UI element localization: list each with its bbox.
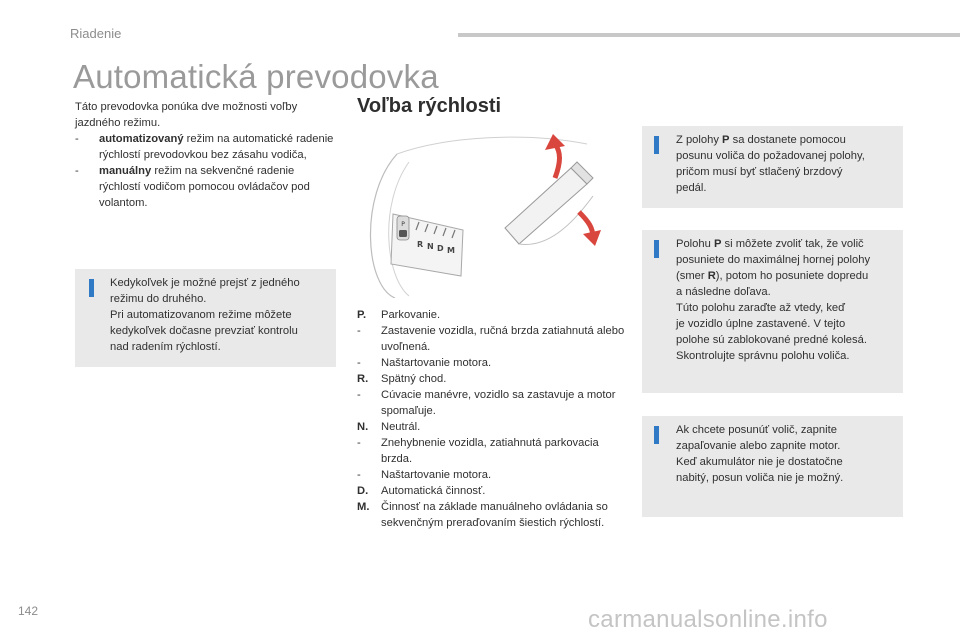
gate-letter-n: N [427,242,434,251]
definition-row [357,387,627,419]
intro-line: jazdného režimu. [75,117,161,129]
info-line: pedál. [676,182,707,194]
definition-text: Naštartovanie motora. [381,357,492,369]
definition-text: Znehybnenie vozidla, zatiahnutá parkovacia brzda. [381,437,599,465]
definition-text: Automatická činnosť. [381,485,486,497]
definition-row [357,371,627,387]
info-box [642,230,903,393]
info-icon [654,426,659,444]
info-icon [654,240,659,258]
dash: - [75,133,79,145]
section-subtitle: Voľba rýchlosti [357,95,502,117]
definition-key: N. [357,421,369,433]
header-rule [458,33,960,37]
definition-text: Naštartovanie motora. [381,469,492,481]
info-line: kedykoľvek dočasne prevziať kontrolu [110,325,298,337]
gate-letter-r: R [417,240,424,249]
info-line: zapaľovanie alebo zapnite motor. [676,440,841,452]
info-line: nabitý, posun voliča nie je možný. [676,472,844,484]
info-line: Z polohy P sa dostanete pomocou [676,134,846,146]
definition-key: M. [357,501,370,513]
info-line: nad radením rýchlostí. [110,341,221,353]
definition-row [357,419,627,435]
item-term: automatizovaný [99,133,184,145]
list-item [75,163,337,211]
info-box [642,126,903,208]
section-label: Riadenie [70,26,122,41]
definition-text: Neutrál. [381,421,421,433]
item-text: režim na automatické radenie rýchlostí prevodovkou bez zásahu vodiča, [99,133,334,161]
info-text [676,132,900,196]
info-icon [654,136,659,154]
definition-row [357,483,627,499]
definition-text: Zastavenie vozidla, ručná brzda zatiahnutá alebo uvoľnená. [381,325,625,353]
info-line: režimu do druhého. [110,293,207,305]
definition-row [357,355,627,371]
info-line: Pri automatizovanom režime môžete [110,309,292,321]
gear-selector-illustration [357,126,625,298]
definition-row [357,323,627,355]
gate-letter-d: D [437,244,444,253]
definition-key: - [357,357,361,369]
info-line: posuniete do maximálnej hornej polohy [676,254,871,266]
gate-letter-m: M [447,246,455,255]
info-icon [89,279,94,297]
info-line: je vozidlo úplne zastavené. V tejto [676,318,846,330]
definition-text: Spätný chod. [381,373,447,385]
definition-row [357,435,627,467]
info-box [75,269,336,367]
info-line: posunu voliča do požadovanej polohy, [676,150,865,162]
info-line: Ak chcete posunúť volič, zapnite [676,424,837,436]
definition-key: - [357,389,361,401]
intro-line: Táto prevodovka ponúka dve možnosti voľby [75,101,298,113]
info-line: (smer R), potom ho posuniete dopredu [676,270,869,282]
info-line: Polohu P si môžete zvoliť tak, že volič [676,238,864,250]
definition-row [357,467,627,483]
definition-key: D. [357,485,369,497]
intro-text [75,99,337,211]
list-item [75,131,337,163]
gate-label-p: P [401,221,405,228]
info-text [676,236,900,364]
page-number: 142 [18,604,39,618]
info-line: a následne doľava. [676,286,771,298]
watermark: carmanualsonline.info [588,606,828,633]
definition-row [357,499,627,531]
page-title: Automatická prevodovka [73,58,439,95]
item-text: režim na sekvenčné radenie rýchlostí vodičom pomocou ovládačov pod volantom. [99,165,310,209]
definition-text: Cúvacie manévre, vozidlo sa zastavuje a motor spomaľuje. [381,389,616,417]
definition-text: Parkovanie. [381,309,441,321]
info-line: Túto polohu zaraďte až vtedy, keď [676,302,846,314]
definition-key: - [357,469,361,481]
info-box [642,416,903,517]
info-line: pričom musí byť stlačený brzdový [676,166,843,178]
info-line: Kedykoľvek je možné prejsť z jedného [110,277,300,289]
item-term: manuálny [99,165,152,177]
definition-key: - [357,325,361,337]
gear-position-definitions [357,307,627,531]
info-text [110,275,332,355]
info-text [676,422,900,486]
dash: - [75,165,79,177]
definition-text: Činnosť na základe manuálneho ovládania so sekvenčným preraďovaním šiestich rýchlostí. [381,501,608,529]
definition-key: R. [357,373,369,385]
info-line: Keď akumulátor nie je dostatočne [676,456,843,468]
definition-key: - [357,437,361,449]
definition-row [357,307,627,323]
info-line: polohe sú zablokované predné kolesá. [676,334,867,346]
definition-key: P. [357,309,367,321]
info-line: Skontrolujte správnu polohu voliča. [676,350,850,362]
